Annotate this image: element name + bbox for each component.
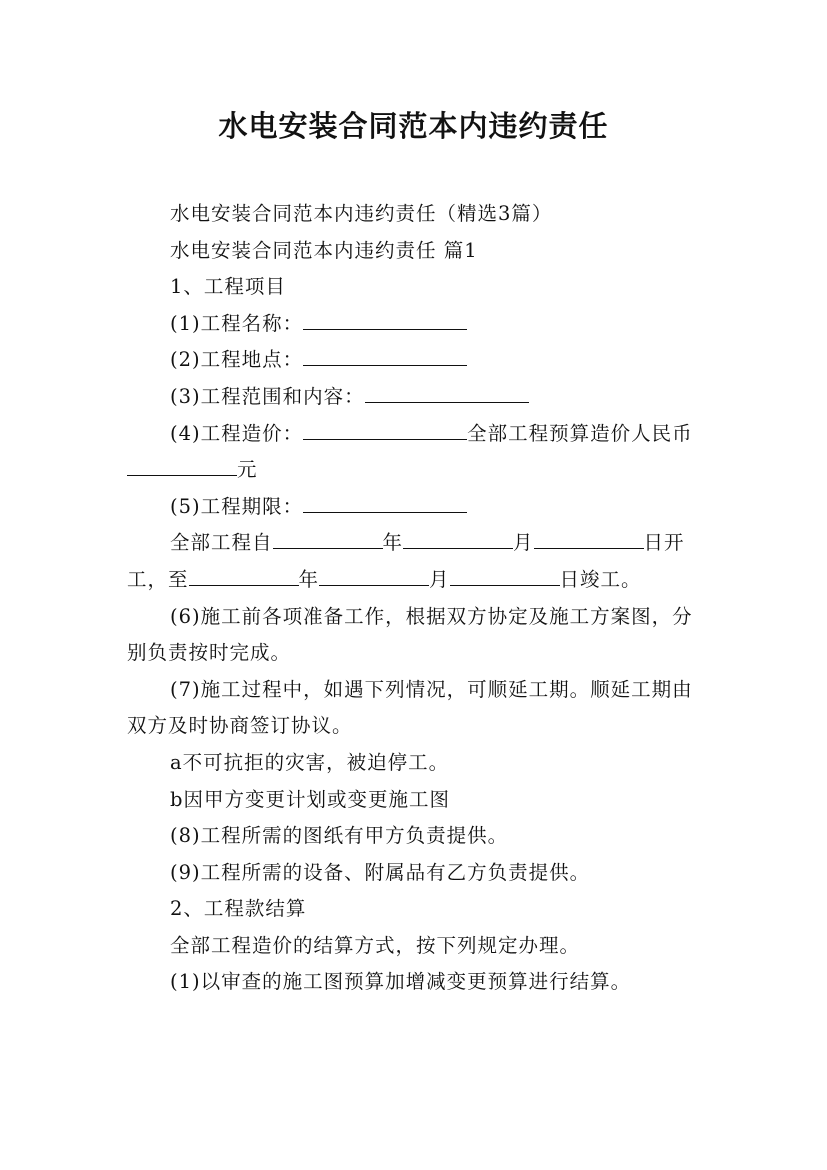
paragraph-project-location (127, 342, 710, 379)
paragraph-item-b: b因甲方变更计划或变更施工图 (170, 787, 450, 811)
paragraph-section-heading: 水电安装合同范本内违约责任 篇1 (170, 238, 478, 262)
start-day-label: 日开工，至 (127, 531, 685, 591)
end-month-label: 月 (429, 567, 450, 591)
project-cost-unit: 元 (237, 458, 258, 482)
project-cost-blank (303, 419, 467, 440)
start-year-label: 年 (382, 531, 404, 555)
paragraph-settlement: 全部工程造价的结算方式，按下列规定办理。 (170, 933, 581, 957)
project-cost-rmb-label: 全部工程预算造价人民币 (467, 421, 693, 445)
paragraph-project-scope (127, 379, 710, 416)
end-year-label: 年 (298, 567, 320, 591)
end-day-blank (450, 565, 560, 586)
paragraph-extension: (7)施工过程中，如遇下列情况，可顺延工期。顺延工期由双方及时协商签订协议。 (127, 677, 693, 738)
document-body (127, 196, 710, 1001)
start-month-label: 月 (513, 531, 534, 555)
paragraph-item-2: 2、工程款结算 (170, 897, 307, 921)
project-scope-blank (365, 382, 529, 403)
paragraph-intro: 水电安装合同范本内违约责任（精选3篇） (170, 202, 553, 225)
paragraph-equipment: (9)工程所需的设备、附属品有乙方负责提供。 (170, 860, 591, 884)
paragraph-drawings: (8)工程所需的图纸有甲方负责提供。 (170, 824, 509, 848)
paragraph-item-a: a不可抗拒的灾害，被迫停工。 (170, 750, 450, 774)
project-name-blank (303, 309, 467, 330)
paragraph-project-cost (127, 416, 710, 489)
project-period-blank (303, 492, 467, 513)
project-period-label: (5)工程期限： (170, 494, 304, 518)
start-month-blank (403, 528, 513, 549)
start-year-blank (273, 528, 383, 549)
end-year-blank (189, 565, 299, 586)
document-title: 水电安装合同范本内违约责任 (218, 109, 609, 143)
project-location-label: (2)工程地点： (170, 348, 304, 372)
start-label: 全部工程自 (170, 531, 273, 555)
paragraph-project-dates (127, 525, 710, 598)
paragraph-project-period (127, 489, 710, 526)
project-name-label: (1)工程名称： (170, 311, 304, 335)
paragraph-item-1: 1、工程项目 (170, 275, 286, 299)
end-day-label: 日竣工。 (559, 567, 642, 591)
project-scope-label: (3)工程范围和内容： (170, 384, 365, 408)
project-cost-rmb-blank (127, 455, 237, 476)
project-location-blank (303, 345, 467, 366)
paragraph-project-name (127, 306, 710, 343)
paragraph-settlement-1: (1)以审查的施工图预算加增减变更预算进行结算。 (170, 970, 632, 994)
start-day-blank (534, 528, 644, 549)
project-cost-label: (4)工程造价： (170, 421, 304, 445)
paragraph-preparation: (6)施工前各项准备工作，根据双方协定及施工方案图，分别负责按时完成。 (127, 604, 693, 665)
end-month-blank (319, 565, 429, 586)
